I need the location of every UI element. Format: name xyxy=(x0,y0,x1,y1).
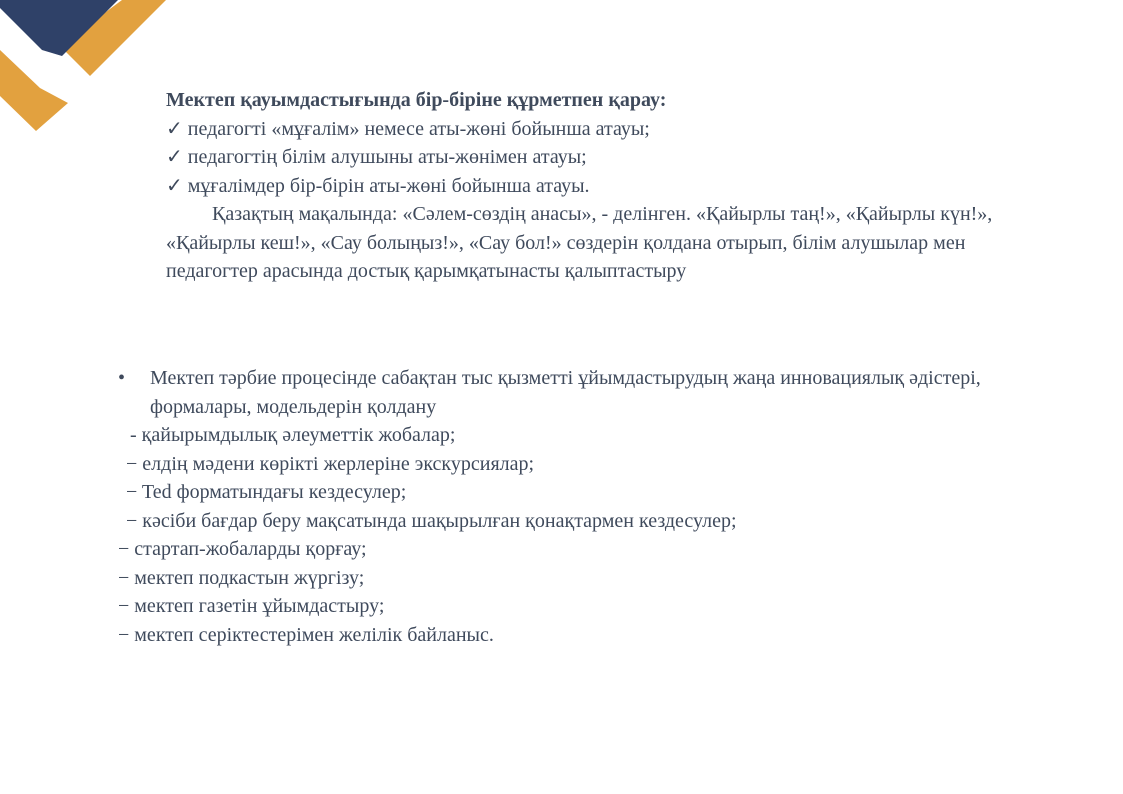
bullet-item xyxy=(118,364,1078,421)
respect-section xyxy=(166,86,1046,286)
corner-decoration xyxy=(0,0,180,140)
bullet-icon: • xyxy=(118,367,126,389)
list-item: − мектеп газетін ұйымдастыру; xyxy=(118,595,385,617)
section-title: Мектеп қауымдастығында бір-біріне құрметпен қарау: xyxy=(166,89,667,111)
list-item: − кәсіби бағдар беру мақсатында шақырылған қонақтармен кездесулер; xyxy=(126,509,737,532)
proverb-paragraph: Қазақтың мақалында: «Сәлем-сөздің анасы», - делінген. «Қайырлы таң!», «Қайырлы күн!», «Қайырлы кеш!», «Сау болыңыз!», «Сау бол!» сөздерін қолдана отырып, білім алушылар мен педагогтер арасында достық қарымқатынасты қалыптастыру xyxy=(166,203,993,282)
orange-stripe-bottom xyxy=(0,50,68,131)
check-item: ✓ мұғалімдер бір-бірін аты-жөні бойынша атауы. xyxy=(166,174,590,197)
activities-section xyxy=(118,364,1078,649)
list-item: − Ted форматындағы кездесулер; xyxy=(126,481,407,503)
bullet-text: Мектеп тәрбие процесінде сабақтан тыс қызметті ұйымдастырудың жаңа инновациялық әдістері, формалары, модельдерін қолдану xyxy=(150,367,981,418)
check-item: ✓ педагогті «мұғалім» немесе аты-жөні бойынша атауы; xyxy=(166,117,650,140)
list-item: - қайырымдылық әлеуметтік жобалар; xyxy=(130,424,456,446)
check-item: ✓ педагогтің білім алушыны аты-жөнімен атауы; xyxy=(166,146,587,168)
list-item: − стартап-жобаларды қорғау; xyxy=(118,538,367,560)
list-item: − мектеп серіктестерімен желілік байланыс. xyxy=(118,623,494,646)
list-item: − елдің мәдени көрікті жерлеріне экскурсиялар; xyxy=(126,452,535,475)
list-item: − мектеп подкастын жүргізу; xyxy=(118,566,365,589)
